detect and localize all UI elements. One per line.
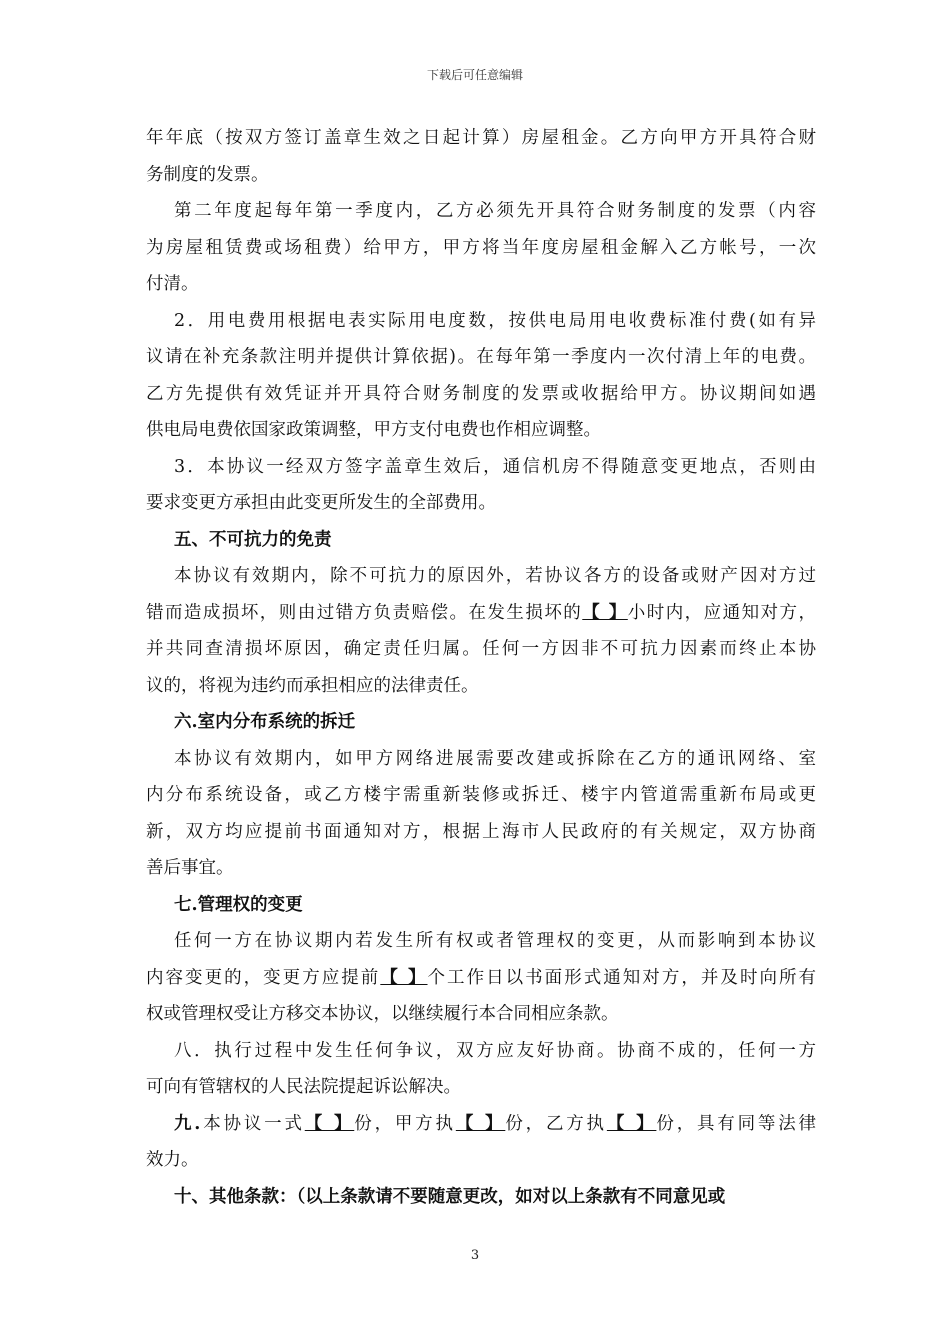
paragraph-line: 内分布系统设备，或乙方楼宇需重新装修或拆迁、楼宇内管道需重新布局或更 — [146, 785, 816, 805]
paragraph-line: 权或管理权受让方移交本协议，以继续履行本合同相应条款。 — [146, 1004, 619, 1024]
paragraph-line: 议请在补充条款注明并提供计算依据)。在每年第一季度内一次付清上年的电费。 — [146, 347, 816, 367]
fill-in-blank: 【 】 — [380, 967, 428, 988]
paragraph-line: 错而造成损坏，则由过错方负责赔偿。在发生损坏的【 】小时内，应通知对方， — [146, 602, 816, 623]
paragraph-line: 供电局电费依国家政策调整，甲方支付电费也作相应调整。 — [146, 420, 601, 440]
paragraph-line: 议的，将视为违约而承担相应的法律责任。 — [146, 675, 479, 696]
paragraph-line: 付清。 — [146, 274, 199, 294]
paragraph-line: 为房屋租赁费或场租费）给甲方，甲方将当年度房屋租金解入乙方帐号，一次 — [146, 237, 816, 258]
paragraph-line: 九.本协议一式【 】份，甲方执【 】份，乙方执【 】份，具有同等法律 — [174, 1113, 816, 1134]
fill-in-blank: 【 】 — [304, 1113, 355, 1134]
section-heading: 十、其他条款：（以上条款请不要随意更改，如对以上条款有不同意见或 — [174, 1186, 726, 1207]
paragraph-line: 年年底（按双方签订盖章生效之日起计算）房屋租金。乙方向甲方开具符合财 — [146, 128, 816, 148]
fill-in-blank: 【 】 — [455, 1113, 506, 1134]
paragraph-line: 效力。 — [146, 1150, 199, 1170]
paragraph-line: 要求变更方承担由此变更所发生的全部费用。 — [146, 493, 496, 513]
paragraph-line: 2．用电费用根据电表实际用电度数，按供电局用电收费标准付费(如有异 — [174, 310, 816, 331]
paragraph-line: 3．本协议一经双方签字盖章生效后，通信机房不得随意变更地点，否则由 — [174, 456, 816, 477]
paragraph-line: 善后事宜。 — [146, 858, 234, 878]
paragraph-line: 本协议有效期内，除不可抗力的原因外，若协议各方的设备或财产因对方过 — [174, 566, 816, 586]
section-heading: 六.室内分布系统的拆迁 — [174, 712, 356, 732]
page-header: 下载后可任意编辑 — [426, 68, 523, 82]
paragraph-line: 可向有管辖权的人民法院提起诉讼解决。 — [146, 1077, 461, 1097]
paragraph-line: 八．执行过程中发生任何争议，双方应友好协商。协商不成的，任何一方 — [174, 1040, 816, 1061]
document-body — [146, 120, 816, 1215]
paragraph-line: 任何一方在协议期内若发生所有权或者管理权的变更，从而影响到本协议 — [174, 931, 816, 951]
paragraph-line: 乙方先提供有效凭证并开具符合财务制度的发票或收据给甲方。协议期间如遇 — [146, 383, 816, 404]
paragraph-line: 务制度的发票。 — [146, 164, 269, 185]
fill-in-blank: 【 】 — [606, 1113, 657, 1134]
section-heading: 七.管理权的变更 — [174, 894, 303, 915]
paragraph-line: 内容变更的，变更方应提前【 】个工作日以书面形式通知对方，并及时向所有 — [146, 967, 816, 988]
paragraph-line: 新，双方均应提前书面通知对方，根据上海市人民政府的有关规定，双方协商 — [146, 821, 816, 842]
paragraph-line: 并共同查清损坏原因，确定责任归属。任何一方因非不可抗力因素而终止本协 — [146, 639, 816, 659]
section-heading: 五、不可抗力的免责 — [174, 529, 332, 550]
fill-in-blank: 【 】 — [582, 602, 628, 623]
paragraph-line: 本协议有效期内，如甲方网络进展需要改建或拆除在乙方的通讯网络、室 — [174, 748, 816, 769]
paragraph-line: 第二年度起每年第一季度内，乙方必须先开具符合财务制度的发票（内容 — [174, 201, 816, 221]
page-number: 3 — [470, 1248, 480, 1263]
